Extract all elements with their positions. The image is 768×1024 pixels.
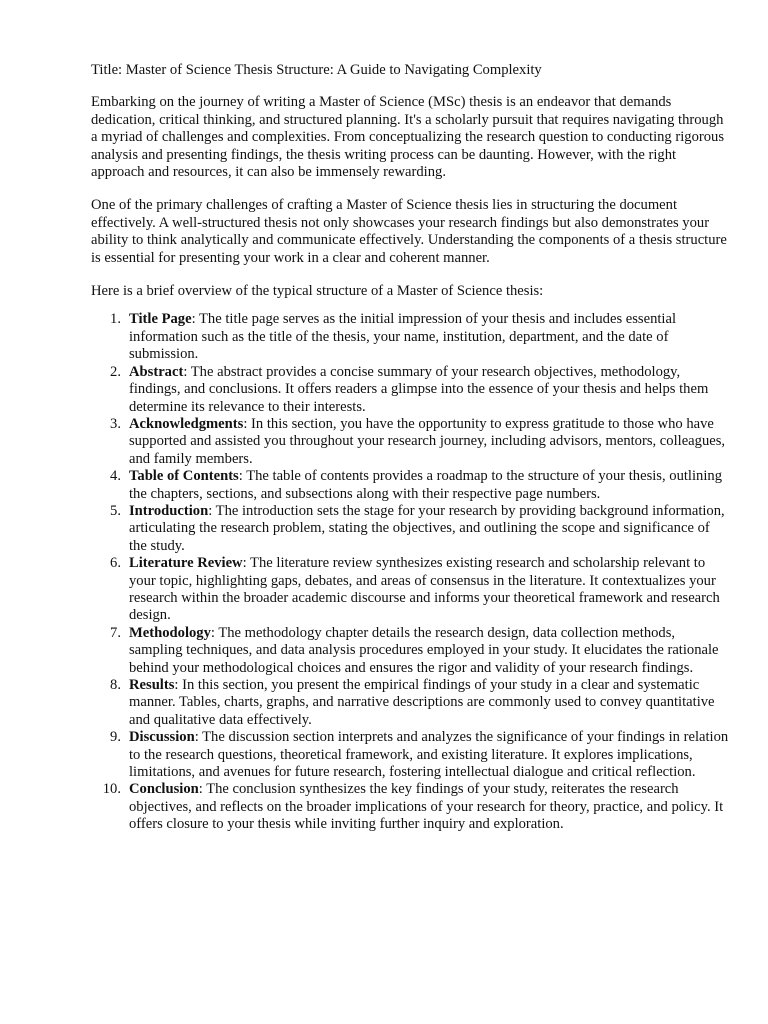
list-item — [91, 677, 731, 729]
list-item — [91, 364, 731, 416]
list-item — [91, 625, 731, 677]
list-intro: Here is a brief overview of the typical structure of a Master of Science thesis: — [91, 283, 544, 300]
list-text: : The conclusion synthesizes the key findings of your study, reiterates the research objectives, and reflects on the broader implications of your research for theory, practice, and policy. It offers closure to your thesis while inviting further inquiry and exploration. — [129, 781, 724, 833]
list-number: 3. — [110, 415, 121, 432]
list-term: Discussion — [129, 729, 195, 746]
list-term: Methodology — [129, 624, 211, 641]
list-text: : The discussion section interprets and analyzes the significance of your findings in relation to the research questions, theoretical framework, and existing literature. It explores implications, limitations, and avenues for future research, fostering intellectual dialogue and critical reflection. — [129, 729, 729, 781]
list-text: : The title page serves as the initial impression of your thesis and includes essential information such as the title of the thesis, your name, institution, department, and the date of submission. — [129, 311, 677, 363]
intro-paragraph: Embarking on the journey of writing a Master of Science (MSc) thesis is an endeavor that demands dedication, critical thinking, and structured planning. It's a scholarly pursuit that requires navigating through a myriad of challenges and complexities. From conceptualizing the research question to conducting rigorous analysis and presenting findings, the thesis writing process can be daunting. However, with the right approach and resources, it can also be immensely rewarding. — [91, 94, 725, 181]
list-text: : The table of contents provides a roadmap to the structure of your thesis, outlining the chapters, sections, and subsections along with their respective page numbers. — [129, 468, 722, 502]
list-item — [91, 468, 731, 503]
list-term: Acknowledgments — [129, 415, 244, 432]
list-item — [91, 416, 731, 468]
list-term: Introduction — [129, 502, 209, 519]
list-number: 9. — [110, 729, 121, 746]
list-number: 10. — [102, 781, 121, 798]
list-text: : The abstract provides a concise summary of your research objectives, methodology, findings, and conclusions. It offers readers a glimpse into the essence of your thesis and helps them determine its relevance to their interests. — [129, 363, 709, 415]
list-text: : In this section, you present the empirical findings of your study in a clear and systematic manner. Tables, charts, graphs, and narrative descriptions are commonly used to convey quantitative and qualitative data effectively. — [129, 677, 715, 728]
list-term: Literature Review — [129, 555, 243, 572]
list-text: : The literature review synthesizes existing research and scholarship relevant to your topic, highlighting gaps, debates, and areas of consensus in the literature. It contextualizes your research within the broader academic discourse and informs your theoretical framework and research design. — [129, 555, 720, 624]
list-term: Table of Contents — [129, 468, 239, 485]
list-item — [91, 555, 731, 625]
list-term: Abstract — [129, 363, 184, 380]
structure-paragraph: One of the primary challenges of crafting a Master of Science thesis lies in structuring the document effectively. A well-structured thesis not only showcases your research findings but also demonstrates your ability to think analytically and communicate effectively. Understanding the components of a thesis structure is essential for presenting your work in a clear and coherent manner. — [91, 197, 727, 266]
document-page — [91, 62, 731, 834]
list-number: 1. — [110, 311, 121, 328]
list-item — [91, 729, 731, 781]
list-number: 6. — [110, 555, 121, 572]
document-title: Title: Master of Science Thesis Structure: A Guide to Navigating Complexity — [91, 62, 542, 78]
list-text: : The methodology chapter details the research design, data collection methods, sampling techniques, and data analysis procedures employed in your study. It elucidates the rationale behind your methodological choices and ensures the rigor and validity of your research findings. — [129, 624, 719, 676]
list-number: 7. — [110, 624, 121, 641]
list-number: 2. — [110, 363, 121, 380]
list-text: : The introduction sets the stage for your research by providing background information, articulating the research problem, stating the objectives, and outlining the scope and significance of the study. — [129, 502, 725, 554]
list-item — [91, 781, 731, 833]
list-item — [91, 311, 731, 363]
list-term: Conclusion — [129, 781, 199, 798]
section-list — [91, 311, 731, 833]
list-number: 4. — [110, 468, 121, 485]
list-term: Results — [129, 677, 175, 693]
list-text: : In this section, you have the opportunity to express gratitude to those who have supported and assisted you throughout your research journey, including advisors, mentors, colleagues, and family members. — [129, 415, 726, 467]
list-number: 5. — [110, 502, 121, 519]
list-term: Title Page — [129, 311, 192, 328]
list-number: 8. — [110, 677, 121, 693]
list-item — [91, 503, 731, 555]
